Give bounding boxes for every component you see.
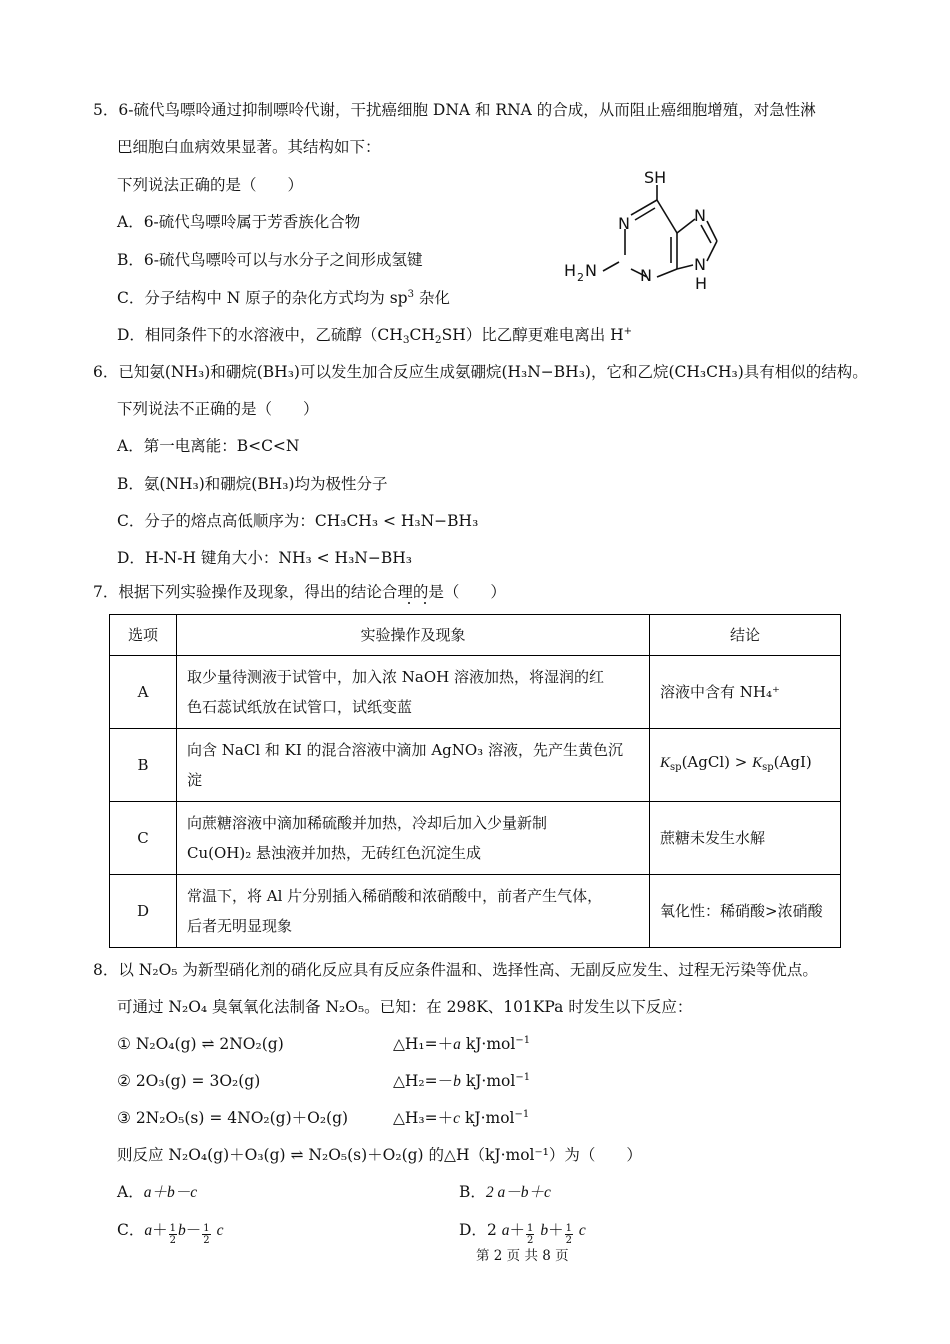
q8-stem-line2: 可通过 N₂O₄ 臭氧氧化法制备 N₂O₅。已知：在 298K、101KPa 时发生以下反应： (117, 998, 693, 1016)
conclusion-cell: 蔗糖未发生水解 (650, 802, 841, 875)
experiment-table (109, 614, 841, 948)
emphasis-dot (408, 602, 410, 604)
q5-option-c: C．分子结构中 N 原子的杂化方式均为 $sp^3$ 杂化 (117, 289, 450, 307)
q6-option-c: C．分子的熔点高低顺序为：CH₃CH₃ < H₃N−BH₃ (117, 512, 479, 530)
q5-stem-line1: 5．6-硫代鸟嘌呤通过抑制嘌呤代谢，干扰癌细胞 DNA 和 RNA 的合成，从而阻止癌细胞增殖，对急性淋 (93, 101, 816, 119)
q5-stem-line2: 巴细胞白血病效果显著。其结构如下： (117, 138, 381, 156)
option-cell: B (110, 729, 177, 802)
conclusion-cell: $K_{sp}(AgCl) > K_{sp}(AgI)$ (650, 729, 841, 802)
option-cell: A (110, 656, 177, 729)
reaction-3: ③ 2N₂O₅(s) = 4NO₂(g)＋O₂(g) (117, 1109, 349, 1127)
fraction-half: $\frac{1}{2}$ (527, 1223, 534, 1246)
q6-prompt: 下列说法不正确的是（ ） (117, 400, 319, 418)
option-cell: D (110, 875, 177, 948)
q8-option-c: C．a＋ $\frac{1}{2}$ b－ $\frac{1}{2}$ c (117, 1221, 224, 1246)
fraction-half: $\frac{1}{2}$ (169, 1223, 177, 1246)
table-row (110, 729, 841, 802)
operation-cell: 取少量待测液于试管中，加入浓 NaOH 溶液加热，将湿润的红 色石蕊试纸放在试管口，试纸变蓝 (177, 656, 650, 729)
conclusion-cell: 溶液中含有 NH₄⁺ (650, 656, 841, 729)
n-label-2: N (640, 266, 652, 285)
q6-option-a: A．第一电离能：B<C<N (117, 437, 300, 455)
q5-option-d: D．相同条件下的水溶液中，乙硫醇$(CH_3CH_2SH)$比乙醇更难电离出 H+ (117, 326, 633, 346)
sh-label: SH (644, 168, 667, 187)
n-label-3: N (694, 206, 706, 225)
q6-option-d: D．H-N-H 键角大小：NH₃ < H₃N−BH₃ (117, 549, 412, 567)
h-label: H (695, 274, 708, 293)
q8-option-d: D．2 a＋ $\frac{1}{2}$ b＋ $\frac{1}{2}$ c (459, 1221, 586, 1246)
amine-h: H (564, 261, 577, 280)
q8-option-b: B．2 a－b＋c (459, 1183, 551, 1201)
n-label-1: N (618, 214, 630, 233)
q7-stem: 7．根据下列实验操作及现象，得出的结论合理的是（ ） (93, 583, 506, 601)
q6-stem: 6．已知氨(NH₃)和硼烷(BH₃)可以发生加合反应生成氨硼烷(H₃N−BH₃)，它和乙烷(CH₃CH₃)具有相似的结构。 (93, 363, 868, 381)
fraction-half: $\frac{1}{2}$ (203, 1223, 210, 1246)
operation-cell: 向含 NaCl 和 KI 的混合溶液中滴加 AgNO₃ 溶液，先产生黄色沉 淀 (177, 729, 650, 802)
q8-stem-line1: 8．以 N₂O₅ 为新型硝化剂的硝化反应具有反应条件温和、选择性高、无副反应发生、过程无污染等优点。 (93, 961, 818, 979)
q8-question: 则反应 N₂O₄(g)＋O₃(g) ⇌ N₂O₅(s)＋O₂(g) 的△H（kJ·mol⁻¹）为（ ） (117, 1146, 642, 1164)
table-header: 选项 (110, 615, 177, 656)
fraction-half: $\frac{1}{2}$ (565, 1223, 572, 1246)
table-header: 结论 (650, 615, 841, 656)
page-footer: 第 2 页 共 8 页 (476, 1248, 569, 1264)
q5-option-a: A．6-硫代鸟嘌呤属于芳香族化合物 (117, 213, 361, 231)
enthalpy-3: △H₃=＋c kJ·mol$^{-1}$ (393, 1109, 530, 1127)
amine-n: N (585, 261, 597, 280)
q6-option-b: B．氨(NH₃)和硼烷(BH₃)均为极性分子 (117, 475, 388, 493)
option-cell: C (110, 802, 177, 875)
table-row (110, 875, 841, 948)
enthalpy-1: △H₁=＋a kJ·mol$^{-1}$ (393, 1035, 531, 1053)
q5-prompt: 下列说法正确的是（ ） (117, 176, 304, 194)
amine-sub: 2 (577, 271, 584, 284)
enthalpy-2: △H₂=－b kJ·mol$^{-1}$ (393, 1072, 531, 1090)
reaction-2: ② 2O₃(g) = 3O₂(g) (117, 1072, 261, 1090)
emphasis-dot (424, 602, 426, 604)
conclusion-cell: 氧化性：稀硝酸>浓硝酸 (650, 875, 841, 948)
table-row (110, 802, 841, 875)
q5-option-b: B．6-硫代鸟嘌呤可以与水分子之间形成氢键 (117, 251, 423, 269)
reaction-1: ① N₂O₄(g) ⇌ 2NO₂(g) (117, 1035, 284, 1053)
n-label-4: N (694, 255, 706, 274)
operation-cell: 向蔗糖溶液中滴加稀硫酸并加热，冷却后加入少量新制 Cu(OH)₂ 悬浊液并加热，无砖红色沉淀生成 (177, 802, 650, 875)
q8-option-a: A．a＋b－c (117, 1183, 198, 1201)
table-header: 实验操作及现象 (177, 615, 650, 656)
thioguanine-structure (555, 163, 730, 293)
table-row (110, 656, 841, 729)
operation-cell: 常温下，将 Al 片分别插入稀硝酸和浓硝酸中，前者产生气体， 后者无明显现象 (177, 875, 650, 948)
